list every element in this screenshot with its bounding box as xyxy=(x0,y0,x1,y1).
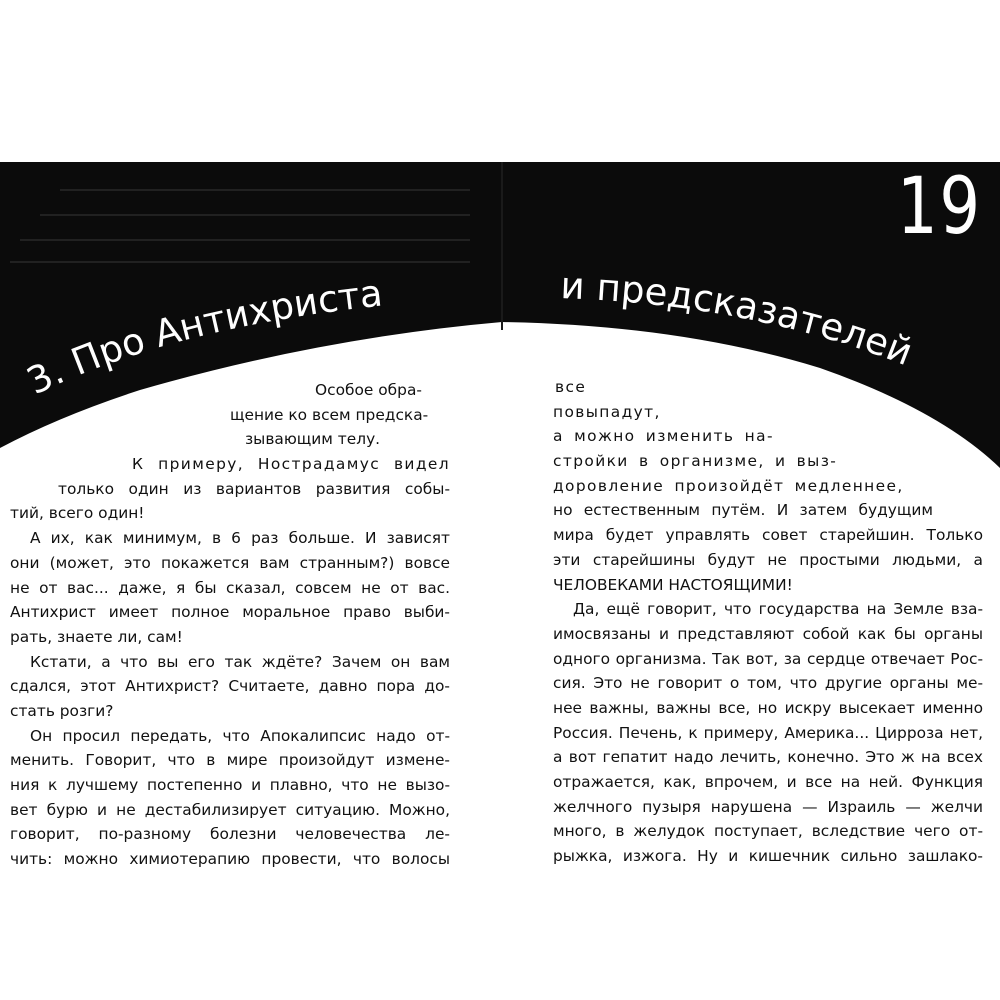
text-line: эти старейшины будут не простыми людьми, а xyxy=(553,550,983,569)
text-line: щение ко всем предска- xyxy=(230,405,429,424)
text-line: доровление произойдёт медленнее, xyxy=(553,476,904,495)
text-line: только один из вариантов развития собы- xyxy=(58,479,450,498)
text-line: Антихрист имеет полное моральное право выби- xyxy=(10,603,450,622)
text-line: а можно изменить на- xyxy=(553,427,774,446)
text-line: менить. Говорит, что в мире произойдут измене- xyxy=(10,751,450,770)
text-line: желчного пузыря нарушена — Израиль — желчи xyxy=(553,797,983,816)
text-line: рать, знаете ли, сам! xyxy=(10,627,183,646)
text-line: сдался, этот Антихрист? Считаете, давно пора до- xyxy=(10,677,450,696)
text-line: Особое обра- xyxy=(315,381,422,399)
text-line: мира будет управлять совет старейшин. Только xyxy=(553,526,983,545)
text-line: не от вас... даже, я бы сказал, совсем не от вас. xyxy=(10,578,450,597)
text-line: все xyxy=(555,378,587,396)
text-line: сия. Это не говорит о том, что другие органы ме- xyxy=(553,674,983,693)
text-line: одного организма. Так вот, за сердце отвечает Рос- xyxy=(553,649,983,668)
text-line: Да, ещё говорит, что государства на Земле вза- xyxy=(573,600,983,619)
text-line: К примеру, Нострадамус видел xyxy=(132,455,450,474)
page-number: 19 xyxy=(897,162,982,252)
text-line: вет бурю и не дестабилизирует ситуацию. Можно, xyxy=(10,800,450,819)
text-line: а вот гепатит надо лечить, конечно. Это ж на всех xyxy=(553,748,983,767)
text-line: много, в желудок поступает, вследствие чего от- xyxy=(553,822,983,841)
text-line: чить: можно химиотерапию провести, что волосы xyxy=(10,850,450,869)
text-line: Россия. Печень, к примеру, Америка... Цирроза нет, xyxy=(553,723,983,742)
chapter-title-left: 3. Про Антихриста xyxy=(20,271,385,404)
text-line: Кстати, а что вы его так ждёте? Зачем он вам xyxy=(30,652,450,671)
text-line: говорит, по-разному болезни человечества ле- xyxy=(10,825,450,844)
text-line: тий, всего один! xyxy=(10,504,145,523)
text-line: нее важны, важны все, но искру высекает именно xyxy=(553,698,983,717)
chapter-title-right: и предсказателей xyxy=(559,263,919,375)
text-line: ния к лучшему постепенно и плавно, что не вызо- xyxy=(10,776,450,794)
text-line: стройки в организме, и выз- xyxy=(553,452,838,471)
text-line: Он просил передать, что Апокалипсис надо от- xyxy=(30,726,450,745)
left-column xyxy=(10,378,450,872)
text-line: они (может, это покажется вам странным?) вовсе xyxy=(10,553,450,572)
text-line: отражается, как, впрочем, и все на ней. Функция xyxy=(553,773,983,791)
text-line: имосвязаны и представляют собой как бы органы xyxy=(553,624,983,643)
text-line: рыжка, изжога. Ну и кишечник сильно зашлако- xyxy=(553,847,983,866)
right-column xyxy=(553,375,983,869)
text-line: стать розги? xyxy=(10,701,114,720)
text-line: но естественным путём. И затем будущим xyxy=(553,501,933,520)
text-line: повыпадут, xyxy=(553,402,661,421)
text-line: зывающим телу. xyxy=(245,430,381,449)
text-line: ЧЕЛОВЕКАМИ НАСТОЯЩИМИ! xyxy=(553,575,793,594)
text-line: А их, как минимум, в 6 раз больше. И зависят xyxy=(30,529,450,548)
